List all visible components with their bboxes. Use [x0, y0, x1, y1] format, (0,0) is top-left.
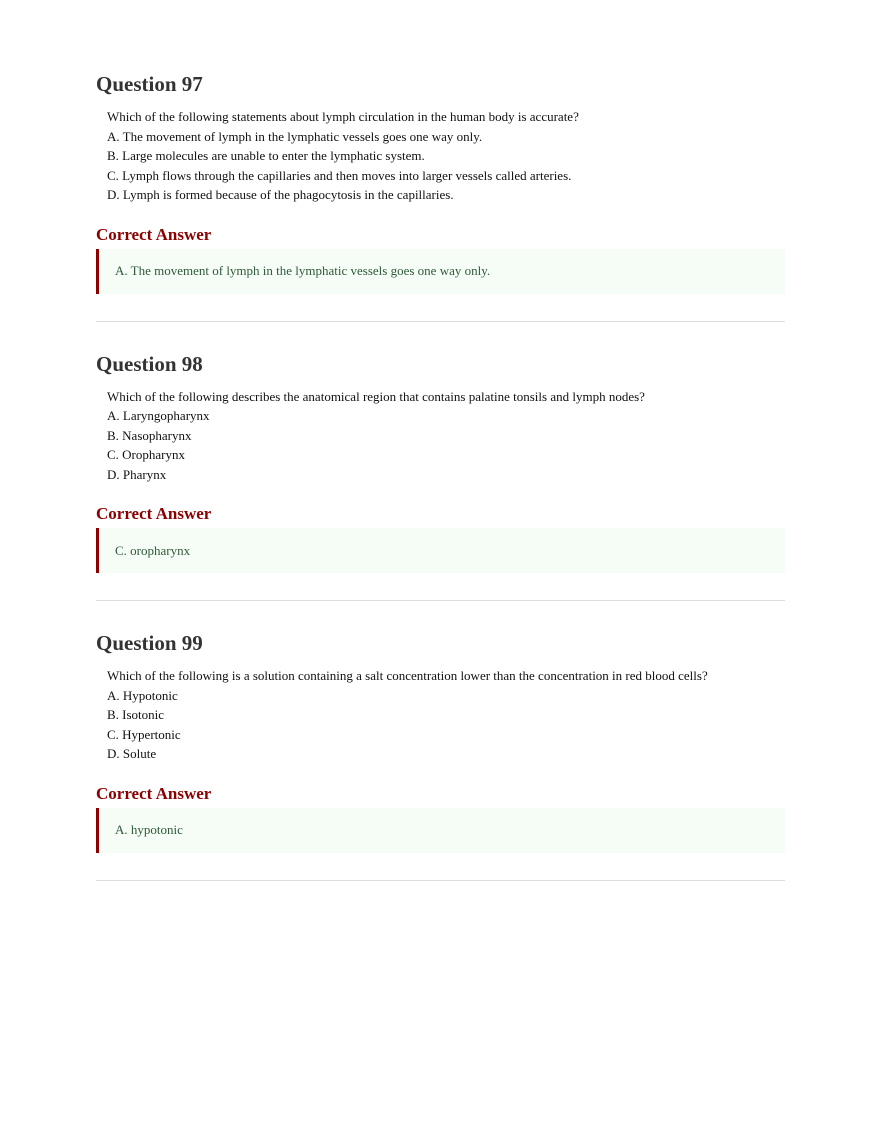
option-c: C. Lymph flows through the capillaries and then moves into larger vessels called arteries.: [107, 167, 572, 183]
option-a: A. Laryngopharynx: [107, 408, 210, 423]
correct-answer-box: [96, 528, 785, 573]
correct-answer-heading: Correct Answer: [96, 224, 212, 244]
option-b: B. Nasopharynx: [107, 427, 192, 443]
option-c: C. Hypertonic: [107, 726, 181, 742]
option-a: A. Hypotonic: [107, 687, 178, 703]
correct-answer-text: A. hypotonic: [115, 822, 183, 837]
question-body: [96, 666, 785, 764]
option-a: A. The movement of lymph in the lymphatic vessels goes one way only.: [107, 128, 483, 144]
question-title: Question 98: [96, 351, 203, 376]
question-text: Which of the following describes the anatomical region that contains palatine tonsils and lymph nodes?: [107, 388, 645, 404]
question-title: Question 99: [96, 631, 203, 655]
option-b: B. Isotonic: [107, 707, 165, 722]
question-text: Which of the following is a solution containing a salt concentration lower than the concentration in red blood cells?: [107, 668, 708, 683]
correct-answer-text: C. oropharynx: [115, 542, 191, 558]
question-title: Question 97: [96, 72, 203, 96]
question-body: [96, 107, 785, 205]
correct-answer-box: [96, 249, 785, 294]
option-d: D. Pharynx: [107, 466, 167, 482]
option-b: B. Large molecules are unable to enter the lymphatic system.: [107, 148, 425, 163]
correct-answer-box: [96, 808, 785, 853]
option-c: C. Oropharynx: [107, 447, 185, 462]
correct-answer-text: A. The movement of lymph in the lymphatic vessels goes one way only.: [115, 263, 491, 278]
correct-answer-heading: Correct Answer: [96, 783, 212, 803]
option-d: D. Solute: [107, 746, 157, 761]
option-d: D. Lymph is formed because of the phagocytosis in the capillaries.: [107, 187, 454, 202]
question-99-block: [96, 631, 785, 881]
question-98-block: [96, 352, 785, 602]
correct-answer-heading: Correct Answer: [96, 504, 212, 523]
question-text: Which of the following statements about lymph circulation in the human body is accurate?: [107, 109, 579, 124]
question-97-block: [96, 72, 785, 322]
question-body: [96, 387, 785, 485]
